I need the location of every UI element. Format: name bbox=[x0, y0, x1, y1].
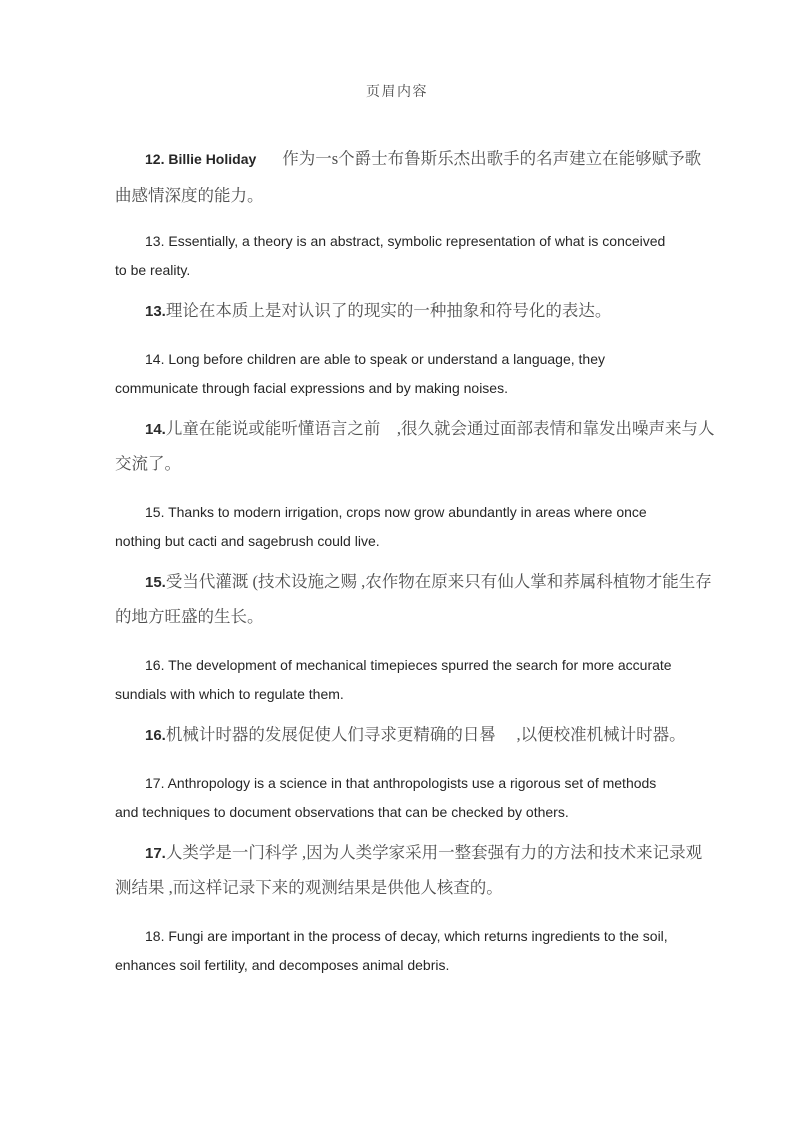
item-16-number: 16. bbox=[145, 727, 166, 744]
text-line: 17. Anthropology is a science in that anthropologists use a rigorous set of methods bbox=[145, 775, 657, 791]
text-line bbox=[115, 447, 700, 482]
text-line bbox=[115, 412, 715, 447]
item-17-chinese-text: 人类学是一门科学 ,因为人类学家采用一整套强有力的方法和技术来记录观 bbox=[165, 843, 703, 862]
item-15-chinese-text: 受当代灌溉 (技术设施之赐 ,农作物在原来只有仙人掌和荞属科植物才能生存 bbox=[165, 572, 712, 591]
text-line: communicate through facial expressions and by making noises. bbox=[115, 380, 508, 396]
paragraph-13-chinese bbox=[115, 294, 700, 329]
text-line bbox=[115, 871, 700, 906]
text-line: to be reality. bbox=[115, 262, 191, 278]
text-line bbox=[115, 294, 700, 329]
text-line bbox=[115, 141, 700, 178]
paragraph-17-chinese bbox=[115, 836, 703, 906]
paragraph-13-english bbox=[115, 227, 700, 285]
paragraph-17-english bbox=[115, 769, 700, 827]
document-body bbox=[115, 141, 715, 980]
page-header-text: 页眉内容 bbox=[366, 85, 428, 100]
item-17-chinese-text-continued: 测结果 ,而这样记录下来的观测结果是供他人核查的。 bbox=[115, 878, 503, 897]
text-line: 15. Thanks to modern irrigation, crops now grow abundantly in areas where once bbox=[145, 504, 647, 520]
paragraph-12-mixed bbox=[115, 141, 700, 215]
item-12-english-label: 12. Billie Holiday bbox=[145, 151, 257, 167]
text-line: nothing but cacti and sagebrush could live. bbox=[115, 533, 380, 549]
item-15-chinese-text-continued: 的地方旺盛的生长。 bbox=[115, 607, 264, 626]
paragraph-15-chinese bbox=[115, 565, 712, 635]
text-line bbox=[115, 565, 712, 600]
text-line: 16. The development of mechanical timepieces spurred the search for more accurate bbox=[145, 657, 672, 673]
item-16-chinese-text: 机械计时器的发展促使人们寻求更精确的日晷 ,以便校准机械计时器。 bbox=[165, 725, 686, 744]
item-15-number: 15. bbox=[145, 574, 166, 591]
text-line bbox=[115, 836, 703, 871]
paragraph-14-english bbox=[115, 345, 700, 403]
item-14-chinese-text-continued: 交流了。 bbox=[115, 454, 181, 473]
text-line bbox=[115, 600, 700, 635]
text-line bbox=[115, 718, 700, 753]
paragraph-18-english bbox=[115, 922, 700, 980]
text-line: 18. Fungi are important in the process of decay, which returns ingredients to the soil, bbox=[145, 928, 668, 944]
item-17-number: 17. bbox=[145, 845, 166, 862]
paragraph-14-chinese bbox=[115, 412, 715, 482]
text-line: 13. Essentially, a theory is an abstract, symbolic representation of what is conceived bbox=[145, 233, 666, 249]
item-12-chinese-text: 作为一s个爵士布鲁斯乐杰出歌手的名声建立在能够赋予歌 bbox=[282, 149, 702, 168]
paragraph-16-chinese bbox=[115, 718, 700, 753]
item-13-number: 13. bbox=[145, 303, 166, 320]
text-line bbox=[115, 178, 700, 215]
text-line: enhances soil fertility, and decomposes animal debris. bbox=[115, 957, 450, 973]
paragraph-15-english bbox=[115, 498, 700, 556]
paragraph-16-english bbox=[115, 651, 700, 709]
item-14-number: 14. bbox=[145, 421, 166, 438]
item-13-chinese-text: 理论在本质上是对认识了的现实的一种抽象和符号化的表达。 bbox=[165, 301, 612, 320]
item-14-chinese-text: 儿童在能说或能听懂语言之前 ,很久就会通过面部表情和靠发出噪声来与人 bbox=[165, 419, 715, 438]
text-line: sundials with which to regulate them. bbox=[115, 686, 344, 702]
item-12-chinese-text-continued: 曲感情深度的能力。 bbox=[115, 186, 264, 205]
text-line: and techniques to document observations that can be checked by others. bbox=[115, 804, 569, 820]
text-line: 14. Long before children are able to speak or understand a language, they bbox=[145, 351, 605, 367]
